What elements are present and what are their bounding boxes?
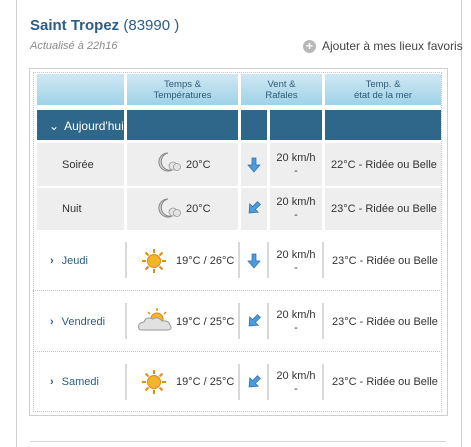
chevron-right-icon: › (50, 376, 54, 388)
wind-speed: 20 km/h (276, 152, 316, 164)
plus-icon: + (303, 40, 316, 53)
arrow-down-icon (246, 157, 262, 173)
location-postcode: (83990 ) (123, 17, 180, 34)
arrow-down-left-icon (246, 313, 262, 329)
add-favorite-button[interactable] (303, 39, 463, 53)
weather-header (127, 79, 238, 101)
wind-speed: 20 km/h (276, 249, 316, 261)
sun-icon (141, 248, 167, 274)
day-row-jeudi[interactable] (50, 255, 88, 267)
arrow-down-left-icon (246, 374, 262, 390)
day-row-vendredi[interactable] (50, 316, 105, 328)
moon-cloud-icon (157, 196, 183, 220)
location-name: Saint Tropez (30, 17, 120, 34)
wind-gust: - (294, 262, 298, 274)
period-wind (269, 196, 323, 222)
period-temp: 20°C (186, 159, 211, 171)
period-temp: 20°C (186, 203, 211, 215)
today-bar-cell (127, 110, 238, 140)
row-divider (33, 351, 440, 352)
weather-header-line1: Temps & (164, 79, 201, 90)
sun-icon (141, 369, 167, 395)
sea-state: 23°C - Ridée ou Belle (332, 255, 438, 267)
update-time: Actualisé à 22h16 (30, 40, 118, 52)
wind-gust: - (294, 383, 298, 395)
today-bar-cell (270, 110, 322, 140)
arrow-down-left-icon (246, 200, 262, 216)
period-label: Soirée (62, 159, 94, 171)
section-divider (30, 441, 446, 442)
day-temp: 19°C / 26°C (176, 255, 235, 267)
day-row-samedi[interactable] (50, 376, 99, 388)
column-divider (125, 242, 127, 278)
wind-header (241, 79, 322, 101)
sea-state: 23°C - Ridée ou Belle (332, 316, 438, 328)
weather-header-line2: Températures (153, 90, 212, 101)
sea-state: 22°C - Ridée ou Belle (331, 159, 437, 171)
column-divider (238, 242, 240, 278)
column-divider (238, 364, 240, 400)
header-cell-label (37, 74, 124, 105)
today-label: Aujourd'hui (64, 119, 124, 133)
day-temp: 19°C / 25°C (176, 316, 235, 328)
chevron-down-icon: ⌄ (49, 119, 60, 133)
period-label: Nuit (62, 203, 82, 215)
column-divider (238, 303, 240, 339)
day-wind (269, 370, 323, 396)
chevron-right-icon: › (50, 255, 54, 267)
today-bar-cell (241, 110, 267, 140)
column-divider (125, 303, 127, 339)
sea-header (325, 79, 441, 101)
day-wind (269, 309, 323, 335)
today-toggle[interactable] (49, 119, 124, 133)
sea-header-line1: Temp. & (365, 79, 401, 90)
day-temp: 19°C / 25°C (176, 376, 235, 388)
sea-header-line2: état de la mer (353, 90, 413, 101)
location-title (30, 17, 179, 34)
today-bar-cell (325, 110, 441, 140)
column-divider (125, 364, 127, 400)
day-label: Jeudi (61, 255, 88, 267)
moon-cloud-icon (157, 150, 183, 174)
wind-header-line1: Vent & (267, 79, 296, 90)
sea-state: 23°C - Ridée ou Belle (331, 203, 437, 215)
wind-speed: 20 km/h (276, 370, 316, 382)
wind-header-line2: Rafales (265, 90, 298, 101)
row-divider (33, 290, 440, 291)
day-wind (269, 249, 323, 275)
wind-speed: 20 km/h (276, 309, 316, 321)
wind-gust: - (294, 165, 298, 177)
add-favorite-label: Ajouter à mes lieux favoris (322, 39, 463, 53)
sea-state: 23°C - Ridée ou Belle (332, 376, 438, 388)
arrow-down-icon (246, 253, 262, 269)
wind-gust: - (294, 209, 298, 221)
chevron-right-icon: › (50, 316, 54, 328)
day-label: Samedi (61, 376, 99, 388)
wind-gust: - (294, 322, 298, 334)
period-wind (269, 152, 323, 178)
day-label: Vendredi (61, 316, 106, 328)
wind-speed: 20 km/h (276, 196, 316, 208)
sun-cloud-icon (135, 307, 175, 333)
